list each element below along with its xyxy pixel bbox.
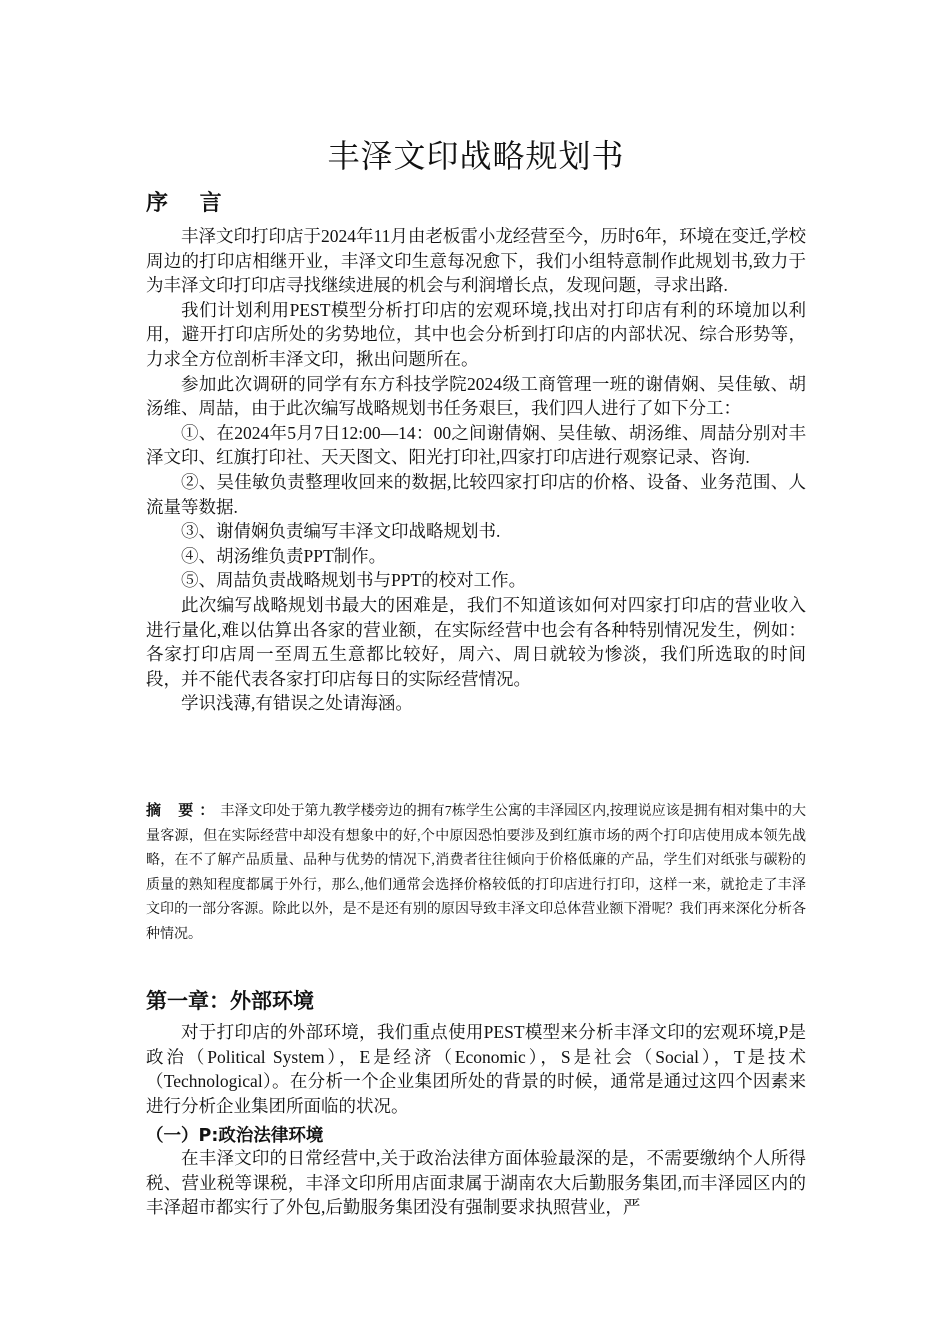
preface-paragraph: 参加此次调研的同学有东方科技学院2024级工商管理一班的谢倩娴、吴佳敏、胡汤维、周喆，由于此次编写战略规划书任务艰巨，我们四人进行了如下分工： [146,373,806,419]
abstract-label: 摘 要： [146,801,221,819]
preface-paragraph: ⑤、周喆负责战略规划书与PPT的校对工作。 [181,570,527,591]
preface-heading: 序 言 [146,191,234,216]
chapter-heading: 第一章：外部环境 [146,989,314,1013]
preface-paragraph: 此次编写战略规划书最大的困难是，我们不知道该如何对四家打印店的营业收入进行量化,难以估算出各家的营业额，在实际经营中也会有各种特别情况发生，例如：各家打印店周一至周五生意都比较好，周六、周日就较为惨淡，我们所选取的时间段，并不能代表各家打印店每日的实际经营情况。 [146,594,806,689]
chapter-paragraph: 对于打印店的外部环境，我们重点使用PEST模型来分析丰泽文印的宏观环境,P是政治（Political System），E是经济（Economic），S是社会（Social），T是技术（Technological）。在分析一个企业集团所处的背景的时候，通常是通过这四个因素来进行分析企业集团所面临的状况。 [146,1022,806,1116]
preface-paragraph: ①、在2024年5月7日12:00—14：00之间谢倩娴、吴佳敏、胡汤维、周喆分别对丰泽文印、红旗打印社、天天图文、阳光打印社,四家打印店进行观察记录、咨询. [146,422,806,468]
preface-paragraph: ②、吴佳敏负责整理收回来的数据,比较四家打印店的价格、设备、业务范围、人流量等数据. [146,471,806,517]
abstract-text: 丰泽文印处于第九教学楼旁边的拥有7栋学生公寓的丰泽园区内,按理说应该是拥有相对集中的大量客源，但在实际经营中却没有想象中的好,个中原因恐怕要涉及到红旗市场的两个打印店使用成本领先战略，在不了解产品质量、品种与优势的情况下,消费者往往倾向于价格低廉的产品，学生们对纸张与碳粉的质量的熟知程度都属于外行，那么,他们通常会选择价格较低的打印店进行打印，这样一来，就抢走了丰泽文印的一部分客源。除此以外，是不是还有别的原因导致丰泽文印总体营业额下滑呢？我们再来深化分析各种情况。 [146,804,806,942]
preface-body [146,224,806,716]
preface-paragraph: ③、谢倩娴负责编写丰泽文印战略规划书. [181,521,501,542]
preface-paragraph: 我们计划利用PEST模型分析打印店的宏观环境,找出对打印店有利的环境加以利用，避开打印店所处的劣势地位，其中也会分析到打印店的内部状况、综合形势等，力求全方位剖析丰泽文印，揪出问题所在。 [146,299,806,369]
preface-paragraph: 学识浅薄,有错误之处请海涵。 [181,693,413,714]
section-paragraph: 在丰泽文印的日常经营中,关于政治法律方面体验最深的是，不需要缴纳个人所得税、营业税等课税，丰泽文印所用店面隶属于湖南农大后勤服务集团,而丰泽园区内的丰泽超市都实行了外包,后勤服务集团没有强制要求执照营业，严 [146,1148,806,1218]
section-body [146,1146,806,1220]
abstract [146,798,806,948]
preface-paragraph: 丰泽文印打印店于2024年11月由老板雷小龙经营至今，历时6年，环境在变迁,学校周边的打印店相继开业，丰泽文印生意每况愈下，我们小组特意制作此规划书,致力于为丰泽文印打印店寻找继续进展的机会与利润增长点，发现问题，寻求出路. [146,226,806,296]
preface-paragraph: ④、胡汤维负责PPT制作。 [181,545,387,566]
document-title: 丰泽文印战略规划书 [327,137,625,175]
chapter-body [146,1020,806,1118]
section-heading: （一）P:政治法律环境 [146,1126,324,1146]
